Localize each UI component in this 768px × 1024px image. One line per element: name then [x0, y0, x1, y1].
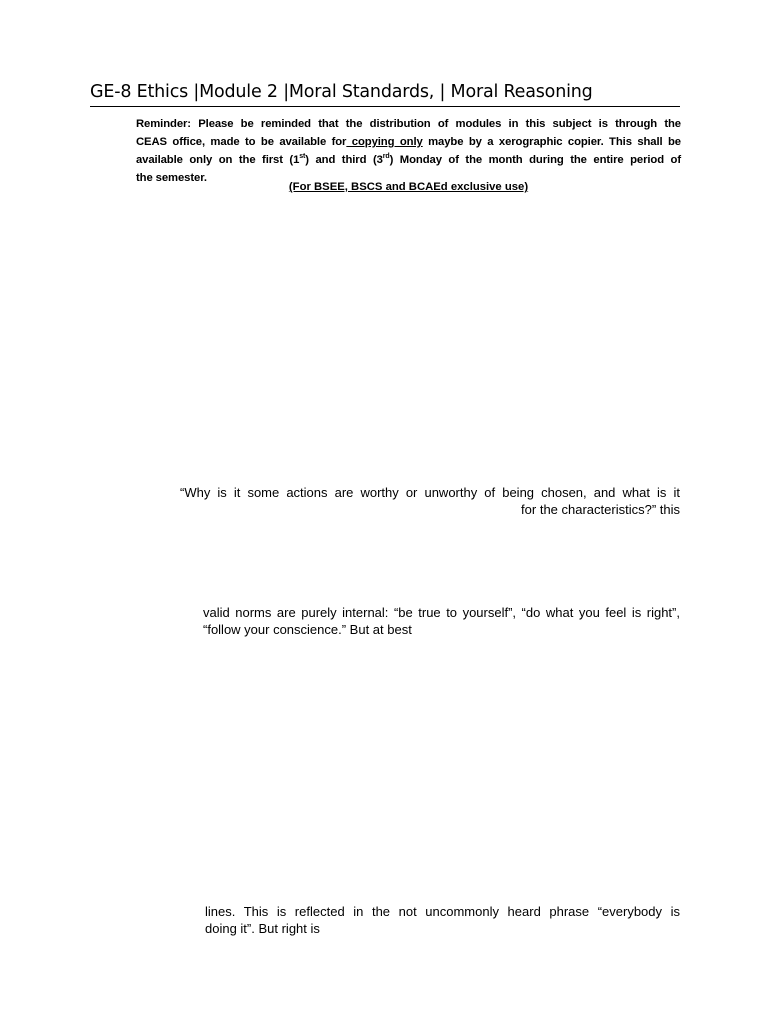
reminder-line-3-mid: ) and third (3 — [305, 154, 383, 166]
reminder-line-3 — [136, 151, 681, 169]
reminder-line-2-start: CEAS office, made to be available for — [136, 136, 347, 148]
reminder-line-3-start: available only on the first (1 — [136, 154, 300, 166]
paragraph-3-line-2: doing it”. But right is — [205, 921, 320, 936]
paragraph-2-line-2: “follow your conscience.” But at best — [203, 622, 412, 637]
body-paragraph-3 — [205, 903, 680, 937]
copying-only-emphasis: copying only — [346, 136, 423, 148]
reminder-line-3-end: ) Monday of the month during the entire period of — [389, 154, 682, 166]
page-header — [90, 80, 680, 107]
reminder-line-1: Reminder: Please be reminded that the distribution of modules in this subject is through the — [136, 118, 681, 130]
paragraph-3-line-1: lines. This is reflected in the not uncommonly heard phrase “everybody is — [205, 904, 680, 919]
ordinal-suffix-first: st — [299, 153, 306, 161]
ordinal-suffix-third: rd — [382, 153, 390, 161]
body-paragraph-1 — [180, 484, 680, 518]
paragraph-2-line-1: valid norms are purely internal: “be true to yourself”, “do what you feel is right”, — [203, 605, 680, 620]
paragraph-1-line-2: for the characteristics?” this — [521, 502, 680, 517]
paragraph-1-line-1: “Why is it some actions are worthy or unworthy of being chosen, and what is it — [180, 485, 680, 500]
exclusive-use-note: (For BSEE, BSCS and BCAEd exclusive use) — [288, 181, 529, 193]
reminder-notice — [136, 115, 681, 187]
reminder-line-2 — [136, 133, 681, 151]
document-title: GE-8 Ethics |Module 2 |Moral Standards, | Moral Reasoning — [90, 82, 593, 102]
body-paragraph-2 — [203, 604, 680, 638]
reminder-line-2-end: maybe by a xerographic copier. This shall be — [422, 136, 681, 148]
reminder-line-4: the semester. — [136, 172, 207, 184]
